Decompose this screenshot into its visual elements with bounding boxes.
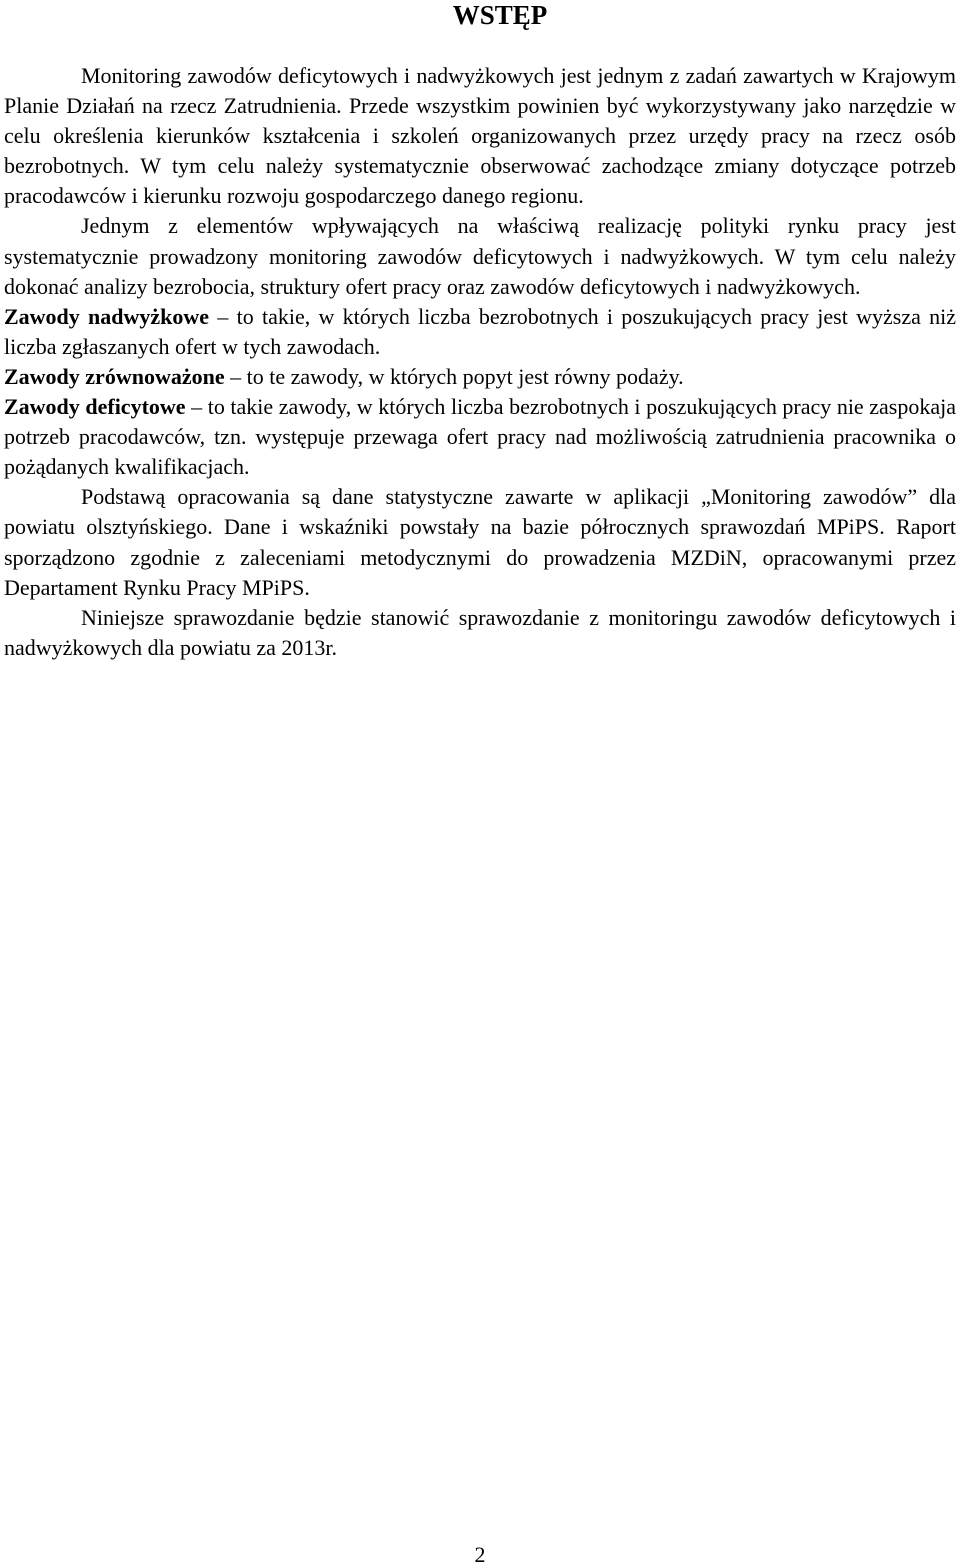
definition-balanced-term: Zawody zrównoważone <box>4 363 225 389</box>
page-title: WSTĘP <box>452 0 548 30</box>
page-number: 2 <box>474 1542 486 1567</box>
paragraph-intro-text: Monitoring zawodów deficytowych i nadwyżkowych jest jednym z zadań zawartych w Krajowym Planie Działań na rzecz Zatrudnienia. Przede wszystkim powinien być wykorzystywany jako narzędzie w celu określenia kierunków kształcenia i szkoleń organizowanych przez urzędy pracy na rzecz osób bezrobotnych. <box>4 63 956 179</box>
paragraph-summary: Niniejsze sprawozdanie będzie stanowić sprawozdanie z monitoringu zawodów deficytowych i nadwyżkowych dla powiatu za 2013r. <box>4 604 956 660</box>
definition-deficit-term: Zawody deficytowe <box>4 394 186 420</box>
paragraph-monitoring <box>4 211 956 301</box>
document-body <box>4 61 956 663</box>
definition-deficit <box>4 392 956 482</box>
definition-balanced <box>4 362 956 392</box>
definition-balanced-text: – to te zawody, w których popyt jest równy podaży. <box>224 363 684 389</box>
definition-surplus-text: – to takie, w których liczba bezrobotnych i poszukujących pracy jest wyższa niż liczba zgłaszanych ofert w tych zawodach. <box>4 303 956 359</box>
paragraph-intro <box>4 61 956 211</box>
paragraph-basis: Podstawą opracowania są dane statystyczne zawarte w aplikacji „Monitoring zawodów” dla powiatu olsztyńskiego. Dane i wskaźniki powstały na bazie półrocznych sprawozdań MPiPS. Raport sporządzono zgodnie z zaleceniami metodycznymi do prowadzenia MZDiN, opracowanymi przez Departament Rynku Pracy MPiPS. <box>4 484 956 600</box>
paragraph-intro-continuation: W tym celu należy systematycznie obserwować zachodzące zmiany dotyczące potrzeb pracodawców i kierunku rozwoju gospodarczego danego regionu. <box>4 153 956 209</box>
paragraph-monitoring-continuation: W tym celu należy dokonać analizy bezrobocia, struktury ofert pracy oraz zawodów deficytowych i nadwyżkowych. <box>4 243 956 299</box>
definition-surplus <box>4 302 956 362</box>
paragraph-monitoring-text: Jednym z elementów wpływających na właściwą realizację polityki rynku pracy jest systematycznie prowadzony monitoring zawodów deficytowych i nadwyżkowych. <box>4 213 956 269</box>
definition-surplus-term: Zawody nadwyżkowe <box>4 303 210 329</box>
definition-deficit-text: – to takie zawody, w których liczba bezrobotnych i poszukujących pracy nie zaspokaja potrzeb pracodawców, tzn. występuje przewaga ofert pracy nad możliwością zatrudnienia pracownika o pożądanych kwalifikacjach. <box>4 394 956 480</box>
